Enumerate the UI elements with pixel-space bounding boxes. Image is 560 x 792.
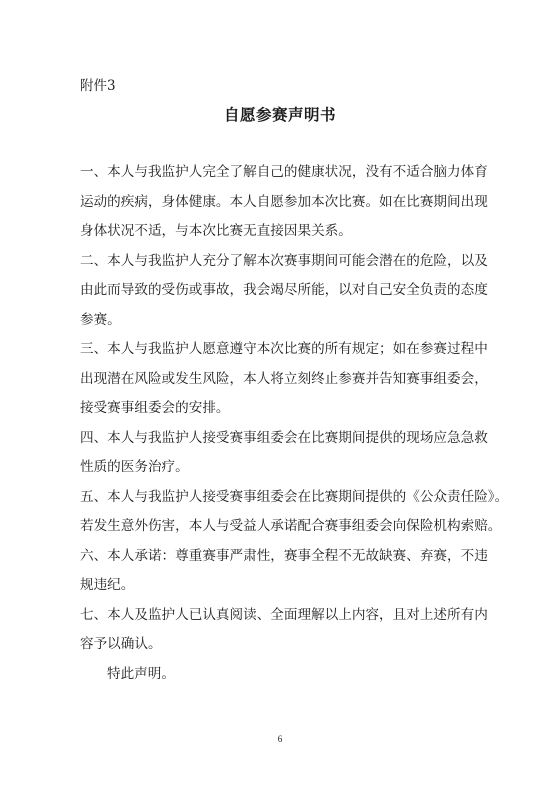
clause-6-line-1: 六、本人承诺：尊重赛事严肃性，赛事全程不无故缺赛、弃赛，不违 (80, 547, 488, 564)
clause-7-line-1: 七、本人及监护人已认真阅读、全面理解以上内容，且对上述所有内 (80, 606, 488, 623)
closing-statement: 特此声明。 (107, 665, 175, 682)
clause-2-line-1: 二、本人与我监护人充分了解本次赛事期间可能会潜在的危险，以及 (80, 252, 488, 269)
clause-6 (80, 542, 488, 601)
document-title: 自愿参赛声明书 (223, 105, 336, 124)
clause-5-line-1: 五、本人与我监护人接受赛事组委会在比赛期间提供的《公众责任险》。 (80, 488, 509, 505)
clause-5-line-2: 若发生意外伤害，本人与受益人承诺配合赛事组委会向保险机构索赔。 (80, 518, 502, 534)
clause-5 (80, 483, 509, 542)
clause-3-line-1: 三、本人与我监护人愿意遵守本次比赛的所有规定；如在参赛过程中 (80, 341, 488, 357)
declaration-body (80, 158, 509, 689)
clause-4-line-1: 四、本人与我监护人接受赛事组委会在比赛期间提供的现场应急急救 (80, 429, 488, 446)
annex-label: 附件3 (80, 78, 116, 94)
clause-3 (80, 335, 488, 424)
clause-2-line-2: 由此而导致的受伤或事故，我会竭尽所能，以对自己安全负责的态度 (80, 282, 488, 298)
clause-4-line-2: 性质的医务治疗。 (80, 459, 189, 475)
clause-7 (80, 601, 488, 660)
clause-7-line-2: 容予以确认。 (80, 636, 162, 652)
page-number: 6 (277, 734, 283, 744)
clause-2-line-3: 参赛。 (80, 311, 121, 328)
clause-1 (80, 158, 488, 247)
clause-6-line-2: 规违纪。 (80, 577, 135, 593)
clause-4 (80, 424, 488, 483)
clause-3-line-2: 出现潜在风险或发生风险，本人将立刻终止参赛并告知赛事组委会， (80, 370, 488, 387)
clause-1-line-1: 一、本人与我监护人完全了解自己的健康状况，没有不适合脑力体育 (80, 164, 488, 180)
clause-3-line-3: 接受赛事组委会的安排。 (80, 400, 230, 416)
clause-1-line-3: 身体状况不适，与本次比赛无直接因果关系。 (80, 223, 352, 239)
clause-2 (80, 247, 488, 336)
clause-1-line-2: 运动的疾病，身体健康。本人自愿参加本次比赛。如在比赛期间出现 (80, 193, 488, 210)
